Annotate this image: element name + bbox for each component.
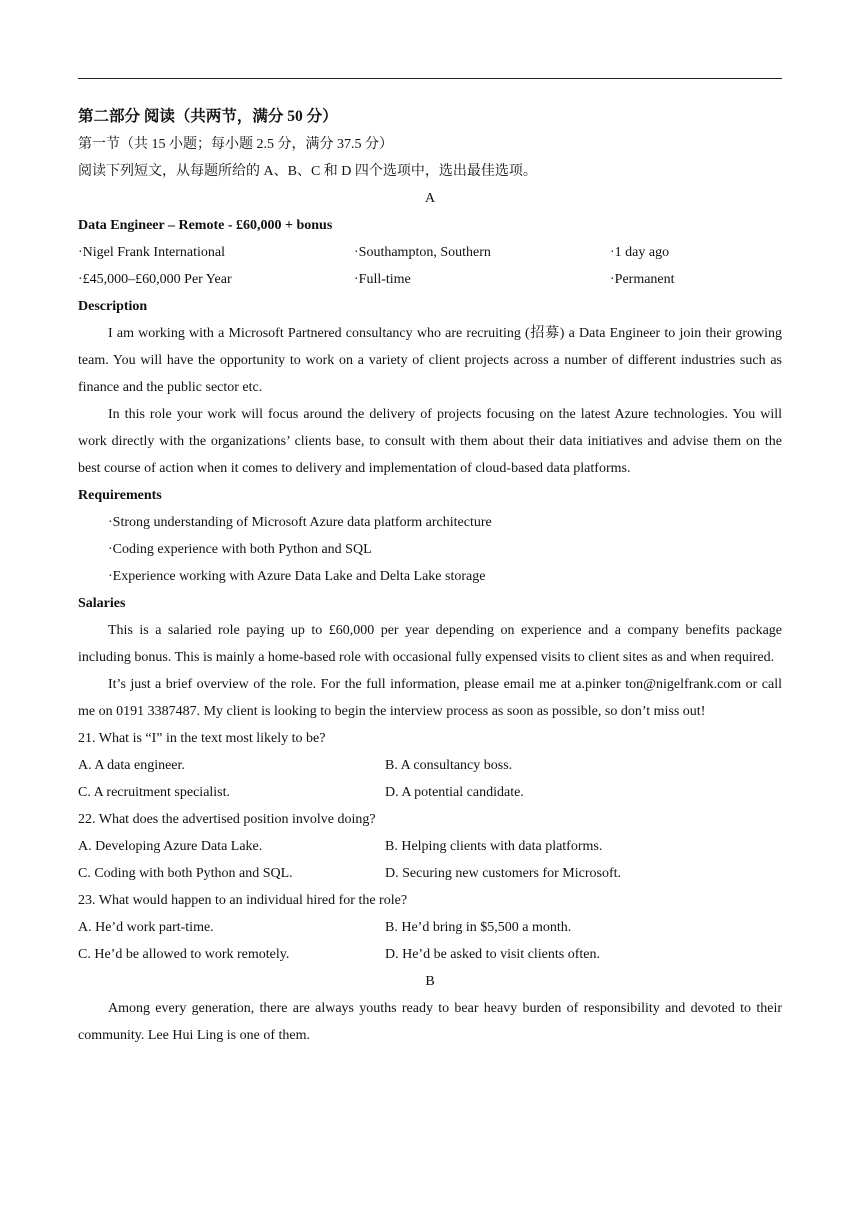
description-heading: Description: [78, 299, 148, 314]
option-a: A. A data engineer.: [78, 758, 185, 773]
option-b: B. A consultancy boss.: [385, 758, 513, 773]
salaries-paragraph-1: This is a salaried role paying up to £60,000 per year depending on experience and a company benefits package including bonus. This is mainly a home-based role with occasional fully expensed visits to client sites as and when required.: [78, 623, 782, 665]
requirements-heading: Requirements: [78, 488, 162, 503]
requirement-item: ·Experience working with Azure Data Lake and Delta Lake storage: [108, 569, 486, 584]
job-contract: ·Permanent: [610, 272, 675, 287]
question-22-options-row-2: [78, 860, 782, 887]
question-21-options-row-2: [78, 779, 782, 806]
requirement-item: ·Coding experience with both Python and SQL: [108, 542, 372, 557]
option-b: B. He’d bring in $5,500 a month.: [385, 920, 572, 935]
instructions: 阅读下列短文，从每题所给的 A、B、C 和 D 四个选项中，选出最佳选项。: [78, 164, 537, 179]
question-22-options-row-1: [78, 833, 782, 860]
salaries-paragraph-2: It’s just a brief overview of the role. For the full information, please email me at a.pinker ton@nigelfrank.com or call me on 0191 3387487. My client is looking to begin the interview process as soon as possible, so don’t miss out!: [78, 677, 782, 719]
salaries-heading: Salaries: [78, 596, 126, 611]
job-location: ·Southampton, Southern: [354, 245, 491, 260]
job-meta-row-1: [78, 239, 782, 266]
description-paragraph-2: In this role your work will focus around the delivery of projects focusing on the latest Azure technologies. You will work directly with the organizations’ clients base, to consult with them about their data initiatives and advise them on the best course of action when it comes to delivery and implementation of cloud-based data platforms.: [78, 407, 782, 476]
passage-b-letter: B: [425, 974, 435, 989]
description-paragraph-1: I am working with a Microsoft Partnered consultancy who are recruiting (招募) a Data Engineer to join their growing team. You will have the opportunity to work on a variety of client projects across a number of different industries such as finance and the public sector etc.: [78, 326, 782, 395]
question-22-stem: 22. What does the advertised position involve doing?: [78, 812, 376, 827]
question-23-stem: 23. What would happen to an individual hired for the role?: [78, 893, 408, 908]
question-21-options-row-1: [78, 752, 782, 779]
question-23-options-row-1: [78, 914, 782, 941]
section-title: 第二部分 阅读（共两节，满分 50 分）: [78, 108, 338, 125]
passage-b-paragraph-1: Among every generation, there are always youths ready to bear heavy burden of responsibility and devoted to their community. Lee Hui Ling is one of them.: [78, 1001, 782, 1043]
job-company: ·Nigel Frank International: [78, 245, 225, 260]
job-type: ·Full-time: [354, 272, 411, 287]
option-c: C. Coding with both Python and SQL.: [78, 866, 293, 881]
page-content: [78, 103, 782, 1049]
option-c: C. He’d be allowed to work remotely.: [78, 947, 290, 962]
question-21-stem: 21. What is “I” in the text most likely to be?: [78, 731, 326, 746]
passage-a-letter: A: [424, 191, 436, 206]
option-c: C. A recruitment specialist.: [78, 785, 231, 800]
job-title: Data Engineer – Remote - £60,000 + bonus: [78, 218, 333, 233]
job-meta-row-2: [78, 266, 782, 293]
option-d: D. A potential candidate.: [385, 785, 524, 800]
question-23-options-row-2: [78, 941, 782, 968]
option-a: A. Developing Azure Data Lake.: [78, 839, 263, 854]
option-b: B. Helping clients with data platforms.: [385, 839, 603, 854]
job-posted: ·1 day ago: [610, 245, 670, 260]
subsection-title: 第一节（共 15 小题；每小题 2.5 分，满分 37.5 分）: [78, 137, 393, 152]
requirement-item: ·Strong understanding of Microsoft Azure data platform architecture: [108, 515, 492, 530]
option-a: A. He’d work part-time.: [78, 920, 214, 935]
option-d: D. He’d be asked to visit clients often.: [385, 947, 601, 962]
header-rule: [78, 78, 782, 79]
job-salary: ·£45,000–£60,000 Per Year: [78, 272, 232, 287]
option-d: D. Securing new customers for Microsoft.: [385, 866, 622, 881]
